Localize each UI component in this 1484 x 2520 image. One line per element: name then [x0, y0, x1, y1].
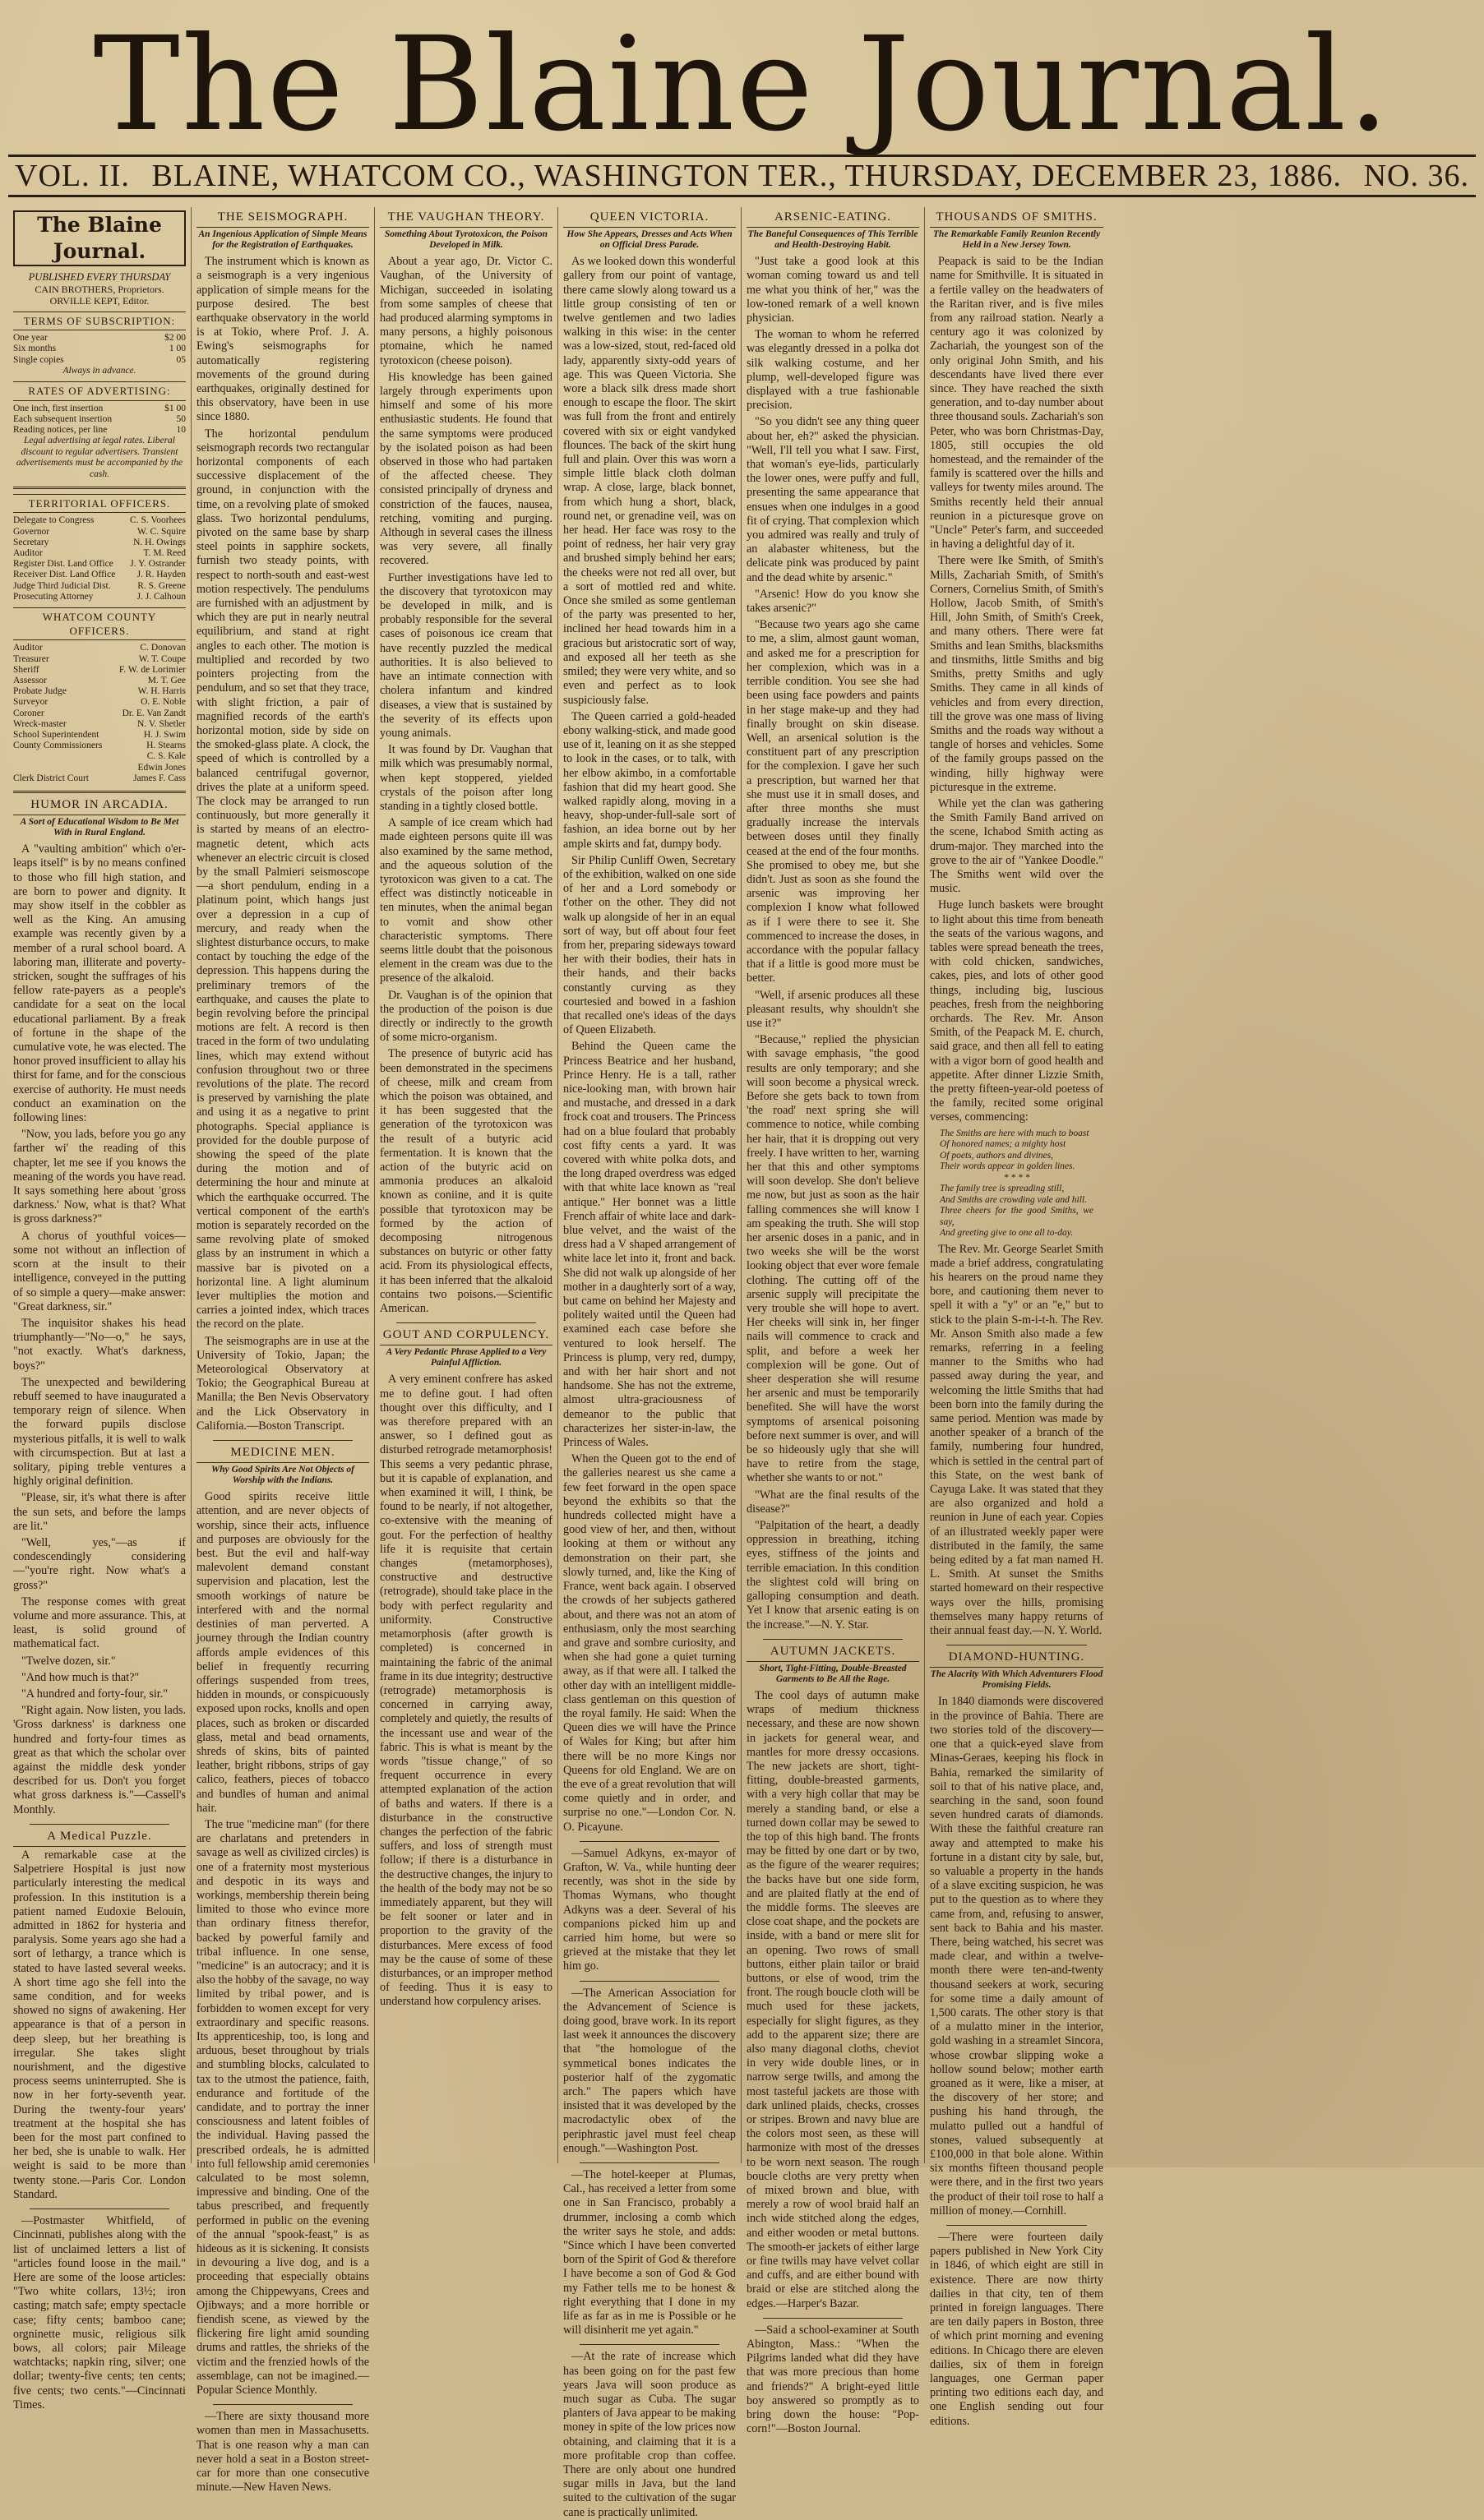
paragraph: Further investigations have led to the discovery that tyrotoxicon may be developed in milk, and is probably responsible for the several cases of poisonous ice cream that have recently puzzled the medical authorities. It is also believed to have an intimate connection with cholera infantum and kindred diseases, a view that is sustained by the severity of its effects upon young animals. — [380, 570, 552, 740]
table-row — [13, 654, 186, 665]
paragraph: The horizontal pendulum seismograph records two rectangular horizontal components of each successive displacement of the ground, in conjunction with the time, on a revolving plate of smoked glass. Two horizontal pendulums, pivoted on the same base by sharp steel points in sapphire sockets, furnish two steady points, with respect to north-south and east-west motion respectively. The pendulums are furnished with an adjustment by which they are put in nearly neutral equilibrium, and stand at right angles to each other. The motion is multiplied and recorded by two pointers projecting from the pendulum, and so set that they trace, with slight friction, a pair of magnified records of the earth's horizontal motion, side by side on the smoked-glass plate. A clock, the speed of which is controlled by a balanced centrifugal governor, drives the plate at a uniform speed. The clock may be arranged to run continuously, but more generally it is started by means of an electro-magnetic detent, which acts whenever an electric circuit is closed by the small Palmieri seismoscope—a short pendulum, ending in a platinum point, which hangs just over a depression in a cup of mercury, and ready when the slightest disturbance occurs, to make contact by touching the edge of the depression. This happens during the preliminary tremors of the earthquake, and causes the plate to begin revolving before the principal motions are felt. A record is then traced in the form of two undulating lines, which may extend without confusion throughout two or three revolutions of the plate. The record is preserved by varnishing the plate and using it as a negative to print photographs. Special appliance is provided for the double purpose of showing the speed of the plate during the motion and of determining the hour and minute at which the earthquake occurred. The vertical component of the earth's motion is separately recorded on the same revolving plate of smoked glass by an instrument in which a massive bar is pivoted on a horizontal line. A light aluminum lever multiplies the motion and carries a jointed index, which traces the record on the plate. — [196, 427, 369, 1332]
paragraph: The true "medicine man" (for there are charlatans and pretenders in savage as well as civilized circles) is one of a fraternity most mysterious and despotic in its ways and workings, membership therein being limited to those who evince more than ordinary fitness therefor, backed by powerful family and tribal influence. In one sense, "medicine" is an autocracy; and it is also the hobby of the savage, no way limited by tribal power, and is forbidden to women except for very extraordinary and specific reasons. Its apprenticeship, too, is long and arduous, beset throughout by trials and stumbling blocks, calculated to tax to the utmost the patience, faith, endurance and fortitude of the candidate, and to portray the inner consciousness and latent foibles of the individual. Having passed the prescribed ordeals, he is admitted into full fellowship amid ceremonies calculated to be most solemn, impressive and binding. One of the tabus prescribed, and frequently performed in public on the evening of the annual "spook-feast," is as hideous as it is sickening. It consists in devouring a live dog, and is a proceeding that especially obtains among the Chippewyans, Crees and Ojibways; and a more horrible or fiendish scene, as viewed by the flickering fire light amid sounding drums and rattles, the shrieks of the victim and the frenzied howls of the assemblage, can not be imagined.—Popular Science Monthly. — [196, 1817, 369, 2398]
divider — [580, 1981, 719, 1982]
article-title-puzzle: A Medical Puzzle. — [13, 1830, 186, 1847]
article-title-smiths: THOUSANDS OF SMITHS. — [930, 210, 1103, 228]
officer: J. Y. Ostrander — [130, 559, 186, 570]
divider — [763, 1639, 903, 1640]
editorial-box-title: The Blaine Journal. — [13, 210, 186, 266]
officer: H. J. Swim — [143, 729, 186, 740]
divider — [213, 1440, 353, 1441]
office: Assessor — [13, 675, 47, 685]
divider — [946, 2225, 1087, 2226]
article-subtitle-gout: A Very Pedantic Phrase Applied to a Very Painful Affliction. — [386, 1347, 547, 1368]
paragraph: A remarkable case at the Salpetriere Hospital is just now particularly interesting the medical profession. In this institution is a patient named Eudoxie Belouin, admitted in 1862 for hysteria and paralysis. Some years ago she had a sort of lethargy, a trance which is stated to have lasted several weeks. A short time ago she fell into the same condition, and for weeks showed no signs of awakening. Her appearance is that of a person in deep sleep, but her breathing is irregular. She takes slight nourishment, and the digestive process seems uninterrupted. She is now in her forty-seventh year. During the twenty-four years' treatment at the hospital she has been for the most part confined to her bed, she is unable to walk. Her weight is said to be more than twenty stone.—Paris Cor. London Standard. — [13, 1848, 186, 2201]
divider — [763, 2318, 903, 2319]
article-title-seismograph: THE SEISMOGRAPH. — [196, 210, 369, 228]
poem-line: Of poets, authors and divines, — [940, 1150, 1053, 1161]
paragraph: "A hundred and forty-four, sir." — [21, 1687, 169, 1701]
table-row — [13, 515, 186, 526]
article-body-puzzle — [13, 1848, 186, 2412]
paragraph: A very eminent confrere has asked me to define gout. I had often thought over this difficulty, and I was therefore prepared with an answer, so I defined gout as disturbed retrograde metamorphosis! This seems a very pedantic phrase, but it is capable of explanation, and when examined it will, I think, be found to be nearly, if not altogether, co-extensive with the meaning of gout. For the perfection of healthy life it is requisite that certain changes (metamorphoses), constructive and destructive (retrograde), should take place in the body with perfect regularity and uniformity. Constructive metamorphosis (after growth is completed) is concerned in maintaining the fabric of the animal frame in its due integrity; destructive (retrograde) metamorphosis is concerned in carrying away, completely and quietly, the results of the incessant use and wear of the fabric. This is what is meant by the words "tissue change," of so frequent occurrence in every attempted explanation of the action of baths and waters. If there is a disturbance in the constructive changes the perfection of the fabric suffers, and loss of strength must follow; if there is a disturbance in the destructive changes, the injury to the health of the body may not be so immediately apparent, but they will be felt sooner or later and in proportion to the gravity of the disturbances. Mere excess of food may be the cause of some of these disturbances, or an improper method of feeding. Thus it is easy to understand how corpulency arises. — [380, 1373, 552, 2009]
paragraph: It was found by Dr. Vaughan that milk which was presumably normal, when kept stoppered, yielded crystals of the poison after long standing in a tightly closed bottle. — [380, 743, 552, 813]
column-2 — [192, 207, 375, 2495]
column-3 — [375, 207, 558, 2163]
officer: H. Stearns — [146, 741, 186, 751]
proprietors-line: CAIN BROTHERS, Proprietors. — [35, 284, 164, 295]
office — [13, 763, 112, 773]
article-title-vaughan: THE VAUGHAN THEORY. — [380, 210, 552, 228]
office: Coroner — [13, 708, 44, 718]
office: Wreck-master — [13, 718, 67, 729]
issue-number: NO. 36. — [1363, 159, 1469, 193]
poem-line: The family tree is spreading still, — [940, 1184, 1065, 1194]
article-body-arsenic — [747, 255, 919, 1632]
paragraph: Sir Philip Cunliff Owen, Secretary of the exhibition, walked on one side of her and a Lord somebody or t'other on the other. They did not walk up alongside of her in an equal sort of way, but off about four feet from her, preparing sideways toward her with their bodies, their hats in their hands, and their backs constantly curving as they courtesied and bowed in a fashion that recalled one's ideas of the days of Queen Elizabeth. — [563, 853, 737, 1037]
subs-label: Single copies — [13, 354, 64, 365]
paragraph: Behind the Queen came the Princess Beatrice and her husband, Prince Henry. He is a tall, rather nice-looking man, with brown hair and mustache, and dressed in a dark frock coat and trousers. The Princess had on a blue foulard that probably cost fifty cents a yard. It was covered with white polka dots, and the long draped overdress was edged with that white lace known as "real antique." Her bonnet was a little French affair of white lace and dark-blue velvet, and the waist of the dress had a V shaped arrangement of white lace let into it, front and back. She did not walk up alongside of her mother in a daughterly sort of a way, but came on behind her Majesty and politely waited until the Queen had examined each case before she ventured to look herself. The Princess is plump, very red, dumpy, and with her hair short and not handsome. She has not the extreme, almost ultra-graciousness of demeanor to the public that characterizes her sister-in-law, the Princess of Wales. — [563, 1040, 736, 1450]
table-row — [13, 404, 186, 414]
table-row — [13, 425, 186, 436]
divider — [213, 2404, 353, 2405]
officer: James F. Cass — [133, 773, 186, 783]
office: Sheriff — [13, 664, 39, 675]
subs-price: $2 00 — [164, 333, 186, 344]
office: Auditor — [13, 547, 43, 558]
article-body-humor — [13, 842, 186, 1817]
article-body-vaughan — [380, 255, 552, 1316]
officer: N. H. Owings — [133, 537, 186, 547]
paragraph: "So you didn't see any thing queer about her, eh?" asked the physician. "Well, I'll tell you what I saw. First, that woman's eye-lids, particularly the lower ones, were puffy and full, presenting the same appearance that ensues when one indulges in a good fit of crying. That complexion which you admired was really and truly of an alabaster whiteness, but the delicate pink was produced by paint and the dead white by arsenic." — [747, 415, 919, 584]
poem — [940, 1128, 1093, 1239]
office: Register Dist. Land Office — [13, 559, 113, 570]
paragraph: —Postmaster Whitfield, of Cincinnati, publishes along with the list of unclaimed letters a list of "articles found loose in the mail." Here are some of the loose articles: "Two white collars, 13½; iron casting; match safe; empty spectacle case; fifty cents; bamboo cane; orgninette music, religious silk bows, all colors; pair Mileage watchtacks; napkin ring, silver; one dollar; twenty-five cents; ten cents; five cents; two cents."—Cincinnati Times. — [13, 2214, 186, 2412]
paragraph: The unexpected and bewildering rebuff seemed to have inaugurated a temporary reign of silence. When the forward pupils disclose mysterious pitfalls, it is well to walk with circumspection. But at last a solitary, piping treble ventures a highly original definition. — [13, 1375, 186, 1488]
article-title-queen-victoria: QUEEN VICTORIA. — [563, 210, 736, 228]
article-title-diamond-hunting: DIAMOND-HUNTING. — [930, 1650, 1103, 1668]
office: Surveyor — [13, 697, 49, 708]
dateline-text: BLAINE, WHATCOM CO., WASHINGTON TER., THURSDAY, DECEMBER 23, 1886. — [151, 159, 1342, 193]
table-row — [13, 763, 186, 773]
divider — [396, 1322, 536, 1323]
article-body-seismograph — [196, 255, 369, 1433]
paragraph: There were Ike Smith, of Smith's Mills, Zachariah Smith, of Smith's Corners, Cornelius Smith, of Smith's Hollow, Jacob Smith, of Smith's Hill, John Smith, of Smith's Creek, and many others. There were fat Smiths and lean Smiths, blacksmiths and tinsmiths, little Smiths and big Smiths, pretty Smiths and ugly Smiths. They came in all kinds of vehicles and from every direction, till the grove was one mass of living Smiths and the roads way without a tangle of horses and vehicles. Some of the family groups passed on the winding, hilly highway were picturesque in the extreme. — [930, 554, 1103, 794]
paragraph: The Queen carried a gold-headed ebony walking-stick, and made good use of it, leaning on it as she stepped to look in the cases, or to talk, with her elbow akimbo, in a comfortable fashion that did my heart good. She walked rapidly along, moving in a heavy, shop-under-full-sale sort of fashion, an idea borne out by her ample skirts and fat, dumpy body. — [563, 709, 736, 851]
table-row — [13, 686, 186, 697]
paragraph: As we looked down this wonderful gallery from our point of vantage, there came slowly along toward us a little group consisting of ten or twelve gentlemen and two ladies walking in this wise: in the center was a low-sized, stout, red-faced old lady, apparently sixty-odd years of age. This was Queen Victoria. She wore a black silk dress made short enough to escape the floor. The skirt was full from the front and entirely covered with six or eight vandyked flounces. The back of the skirt hung full and plain. Over this was worn a simple little black cloth dolman wrap. A close, large, black bonnet, from which hung a short, black, round net, or grenadine veil, was on her head. Her face was rosy to the point of redness, her hair very gray and brushed simply behind her ears; the cheeks were not red all over, but a sort of mottled red and white. Once she smiled as some gentleman of the party was presented to her, inclined her head towards him in a gracious but aristocratic sort of way, and exposed all her teeth as she smiled; they were very white, and so even and perfect as to look suspiciously false. — [563, 255, 736, 707]
article-subtitle-arsenic: The Baneful Consequences of This Terrible and Health-Destroying Habit. — [747, 229, 918, 251]
office: Clerk District Court — [13, 773, 89, 783]
table-row — [13, 570, 186, 580]
paragraph: "What are the final results of the disease?" — [747, 1488, 919, 1516]
paragraph: Dr. Vaughan is of the opinion that the production of the poison is due directly or indirectly to the growth of some micro-organism. — [380, 988, 552, 1045]
paragraph: In 1840 diamonds were discovered in the province of Bahia. There are two stories told of the discovery—one that a quick-eyed slave from Minas-Geraes, keeping his flock in Bahia, remarked the similarity of soil to that of his native place, and, searching in the sand, soon found seven hundred carats of diamonds. With these the faithful creature ran away and attempted to make his fortune in a distant city by sale, but, so valuable a property in the hands of a slave exciting suspicion, he was put to the question as to where they came from, and, refusing to answer, sent back to Bahia and his master. There, being watched, his secret was made clear, and within a twelve-month there were ten-and-twenty thousand seekers at work, securing for some time a daily amount of 1,500 carats. The other story is that of a mulatto miner in the interior, gold washing in a streamlet Sincora, whose crowbar slipping woke a hollow sound below; mother earth groaned as it were, like a miser, at the discovery of her store; and pushing his hand through, the mulatto pulled out a handful of stones, valued subsequently at £100,000 in that bole alone. Within six months fifteen thousand people were there, and in the first two years the product of their toil rose to half a million of money.—Cornhill. — [930, 1695, 1103, 2218]
officer: W. H. Harris — [137, 686, 186, 697]
office: Treasurer — [13, 653, 49, 664]
territorial-title: TERRITORIAL OFFICERS. — [13, 494, 186, 513]
office — [13, 751, 112, 762]
paragraph: "Please, sir, it's what there is after the sun sets, and before the lamps are lit." — [13, 1491, 186, 1533]
paragraph: "Because two years ago she came to me, a slim, almost gaunt woman, and asked me for a prescription for her complexion, which was in a terrible condition. You see she had been using face powders and paints in her stage make-up and they had finally brought on skin disease. Well, an arsenical solution is the constituent part of any prescription for the complexion. I gave her such a prescription, but warned her that she must use it in small doses, and after three months she must gradually increase the intervals between doses until they finally ceased at the end of the four months. She promised to obey me, but she didn't. Just as soon as she found the arsenic was improving her complexion I know what followed as if I were there to see it. She commenced to increase the doses, in accordance with the popular fallacy that if a little is good more must be better. — [747, 618, 919, 985]
table-row — [13, 697, 186, 708]
subs-label: Six months — [13, 344, 57, 354]
office: Probate Judge — [13, 686, 67, 697]
advertising-title: RATES OF ADVERTISING: — [13, 381, 186, 400]
table-row — [13, 676, 186, 686]
table-row — [13, 559, 186, 570]
column-4 — [558, 207, 742, 2519]
paragraph: When the Queen got to the end of the galleries nearest us she came a few feet forward in the open space beyond the exhibits so that the hundreds collected might have a good view of her, and then, without looking at them or without any demonstration on their part, she slowly turned, and, like the King of France, went back again. I observed the crowds of her subjects gathered about, and there was not an atom of enthusiasm, only the most searching and grave and sombre curiosity, and when she had gone a quiet turning away, as if that were all. I talked the other day with an intelligent middle-class gentleman on this question of the royal family. He said: When the Queen dies we will have the Prince of Wales for King; but after him there will be no more Kings nor Queens for old England. We are on the eve of a great revolution that will come quietly and in order, and surprise no one."—London Cor. N. O. Picayune. — [563, 1452, 736, 1834]
office: Receiver Dist. Land Office — [13, 570, 116, 580]
volume-label: VOL. II. — [15, 159, 130, 193]
paragraph: —The American Association for the Advancement of Science is doing good, brave work. In its report last week it announces the discovery that "the homologue of the symmetical bones indicates the posterior half of the zygomatic arch." The papers which have insisted that it was developed by the macrodactylic obex of the periphrastic javel must feel cheap enough."—Washington Post. — [563, 1986, 736, 2155]
article-title-humor: HUMOR IN ARCADIA. — [13, 798, 186, 815]
adv-price: $1 00 — [164, 403, 186, 413]
divider — [580, 2344, 719, 2345]
paragraph: Good spirits receive little attention, and are never objects of worship, since their acts, influence and purposes are obviously for the best. But the evil and half-way malevolent demand constant supervision and placation, lest the smooth workings of nature be interfered with and the normal destinies of man perverted. A journey through the Indian country affords ample evidences of this belief in frequently recurring offerings suspended from trees, hidden in mounds, or conspicuously exposed upon rocks, knolls and open places, such as broken or discarded glass, metal and bead ornaments, shreds of skins, bits of painted leather, bright ribbons, strips of gay calico, feathers, pieces of tobacco and bundles of human and animal hair. — [196, 1490, 369, 1815]
paragraph: "Well, if arsenic produces all these pleasant results, why shouldn't she use it?" — [747, 988, 919, 1030]
subscription-note: Always in advance. — [62, 365, 136, 376]
adv-label: Reading notices, per line — [13, 424, 108, 435]
officer: C. Donovan — [140, 643, 186, 653]
officer: T. M. Reed — [143, 547, 186, 558]
officer: J. J. Calhoun — [136, 591, 186, 602]
article-subtitle-vaughan: Something About Tyrotoxicon, the Poison Developed in Milk. — [384, 229, 548, 251]
article-title-arsenic: ARSENIC-EATING. — [747, 210, 919, 228]
poem-line: Their words appear in golden lines. — [940, 1161, 1075, 1172]
table-row — [13, 751, 186, 762]
article-subtitle-seismograph: An Ingenious Application of Simple Means for the Registration of Earthquakes. — [198, 229, 368, 251]
county-title: WHATCOM COUNTY OFFICERS. — [13, 607, 186, 640]
adv-price: 50 — [176, 413, 186, 424]
office: County Commissioners — [13, 741, 103, 751]
poem-line: Of honored names; a mighty host — [940, 1139, 1066, 1150]
article-body-gout — [380, 1373, 552, 2009]
office: Secretary — [13, 537, 49, 547]
divider — [13, 487, 186, 489]
article-subtitle-queen-victoria: How She Appears, Dresses and Acts When on Official Dress Parade. — [566, 229, 733, 251]
table-row — [13, 333, 186, 344]
paragraph: The cool days of autumn make wraps of medium thickness necessary, and these are now shown in jackets for general wear, and mantles for more dressy occasions. The new jackets are short, tight-fitting, double-breasted garments, with a very high collar that may be merely a standing band, or else a turned down collar may be sewed to the top of this high band. The fronts may be fitted by one dart or by two, as the figure of the wearer requires; the backs have but one side form, and are plaited flatly at the end of the middle forms. The sleeves are close coat shape, and the pockets are inside, with a band or mere slit for an opening. Two rows of small buttons, either plain tailor or braid buttons, or else of wood, trim the front. The rough boucle cloth will be much used for these jackets, especially for slight figures, as they add to the apparent size; there are also many diagonal cloths, cheviot in very wide double lines, or in narrow serge twills, and among the most tasteful jackets are those with dark unlined plaids, checks, crosses or stripes. Brown and navy blue are the colors most seen, as these will harmonize with most of the dresses to be worn next season. The rough boucle cloths are very pretty when of mixed brown and blue, with merely a row of wool braid half an inch wide stitched along the edges, and either wooden or metal buttons. The smooth-er jackets of either large or fine twills may have velvet collar and cuffs, and are either bound with braid or else are stitched along the edges.—Harper's Bazar. — [747, 1688, 919, 2310]
officer: R. S. Greene — [137, 580, 186, 591]
table-row — [13, 643, 186, 653]
paragraph: The response comes with great volume and more assurance. This, at least, is solid ground of mathematical fact. — [13, 1595, 186, 1651]
subs-price: 1 00 — [169, 344, 186, 354]
column-1 — [8, 207, 192, 2412]
paragraph: "Right again. Now listen, you lads. 'Gross darkness' is darkness one hundred and forty-four times as great as that which the scholar over against the middle desk yonder described for us. Don't you forget what gross darkness is."—Cassell's Monthly. — [13, 1704, 186, 1816]
table-row — [13, 708, 186, 719]
table-row — [13, 355, 186, 366]
officer: Dr. E. Van Zandt — [122, 708, 186, 718]
subs-price: 05 — [176, 354, 186, 365]
officer: C. S. Kale — [146, 751, 186, 762]
column-6 — [925, 207, 1108, 2428]
officer: Edwin Jones — [137, 762, 186, 773]
column-5 — [742, 207, 925, 2436]
paragraph: —There are sixty thousand more women than men in Massachusetts. That is one reason why a man can never hold a seat in a Boston street-car for more than one consecutive minute.—New Haven News. — [196, 2410, 369, 2495]
paragraph: The Rev. Mr. George Searlet Smith made a brief address, congratulating his hearers on the proud name they bore, and cautioning them never to spell it with a "y" or an "e," but to stick to the plain S-m-i-t-h. The Rev. Mr. Anson Smith also made a few remarks, referring in a feeling manner to the Smiths who had passed away during the year, and welcoming the little Smiths that had been born into the family during the same period. Mention was made by another speaker of a branch of the family, numbering four hundred, which is settled in the central part of this State, on the west bank of Cayuga Lake. It was stated that they are also organized and hold a reunion in June of each year. Copies of an illustrated weekly paper were distributed in the family, the same being edited by a fat man named H. L. Smith. At sunset the Smiths started homeward on their respective ways over the hills, promising themselves many happy returns of their annual feast day.—N. Y. World. — [930, 1242, 1103, 1638]
paragraph: The presence of butyric acid has been demonstrated in the specimens of cheese, milk and cream from which the poison was obtained, and it has been suggested that the generation of the tyrotoxicon was the result of a butyric acid fermentation. It is known that the action of the butyric acid on ammonia produces an alkaloid known as coniine, and it is quite possible that tyrotoxicon may be formed by the action of decomposing nitrogenous substances on butyric or other fatty acid. From its physiological effects, it has been inferred that the alkaloid contains two poisons.—Scientific American. — [380, 1047, 552, 1316]
officer: O. E. Noble — [141, 697, 186, 708]
county-table — [13, 643, 186, 784]
paragraph: The instrument which is known as a seismograph is a very ingenious application of simple means for the purpose desired. The best earthquake observatory in the world is at Tokio, where Prof. J. A. Ewing's seismographs for automatically registering movements of the ground during earthquakes, originally destined for this observatory, have been in use since 1880. — [196, 255, 369, 424]
table-row — [13, 773, 186, 784]
paragraph: A sample of ice cream which had made eighteen persons quite ill was also examined by the same method, and the aqueous solution of the tyrotoxicon was given to a cat. The effect was distinctly noticeable in ten minutes, when the animal began to vomit and show other characteristic symptoms. There seems little doubt that the poisonous element in the cream was due to the presence of the alkaloid. — [380, 816, 552, 985]
officer: J. R. Hayden — [136, 570, 186, 580]
divider — [580, 1841, 719, 1842]
table-row — [13, 581, 186, 592]
table-row — [13, 538, 186, 548]
article-subtitle-autumn-jackets: Short, Tight-Fitting, Double-Breasted Garments to Be All the Rage. — [759, 1663, 907, 1684]
newspaper-title: The Blaine Journal. — [93, 9, 1391, 160]
paragraph: "Twelve dozen, sir." — [21, 1654, 116, 1668]
article-body-autumn-jackets — [747, 1689, 919, 2437]
officer: F. W. de Lorimier — [118, 664, 186, 675]
paragraph: A chorus of youthful voices—some not without an inflection of scorn at the insult to their intelligence, conveyed in the putting of so simple a query—make answer: "Great darkness, sir." — [13, 1229, 186, 1313]
paragraph: Huge lunch baskets were brought to light about this time from beneath the seats of the various wagons, and tables were spread beneath the trees, with cold chicken, sandwiches, cakes, pies, and lots of other good things, including big, luscious peaches, fresh from the neighboring orchards. The Rev. Mr. Anson Smith, of the Peapack M. E. church, said grace, and then all fell to eating with a vigor born of good health and appetite. After dinner Lizzie Smith, the pretty fifteen-year-old poetess of the family, recited some original verses, commencing: — [930, 898, 1103, 1124]
paragraph: "Arsenic! How do you know she takes arsenic?" — [747, 587, 919, 616]
table-row — [13, 548, 186, 559]
table-row — [13, 665, 186, 676]
office: Governor — [13, 526, 50, 537]
paragraph: About a year ago, Dr. Victor C. Vaughan, of the University of Michigan, succeeded in isolating from some samples of cheese that had produced alarming symptoms in many persons, a highly poisonous ptomaine, which he named tyrotoxicon (cheese poison). — [380, 255, 552, 367]
poem-line: And Smiths are crowding vale and hill. — [940, 1194, 1087, 1205]
officer: W. C. Squire — [137, 526, 186, 537]
table-row — [13, 592, 186, 602]
paragraph: While yet the clan was gathering the Smith Family Band arrived on the scene, Ichabod Smith acting as drum-major. They marched into the grove to the air of "Yankee Doodle." The Smiths went wild over the music. — [930, 796, 1103, 896]
article-body-queen-victoria — [563, 255, 736, 2520]
subscription-title: TERMS OF SUBSCRIPTION: — [13, 312, 186, 330]
divider — [30, 2208, 169, 2209]
table-row — [13, 741, 186, 751]
poem-line: Three cheers for the good Smiths, we say, — [940, 1206, 1093, 1227]
article-body-medicine-men — [196, 1490, 369, 2495]
paragraph: The woman to whom he referred was elegantly dressed in a polka dot silk walking costume, and her plump, well-developed figure was displayed with a true fashionable precision. — [747, 328, 919, 413]
paragraph: —At the rate of increase which has been going on for the past few years Java will soon produce as much sugar as Cuba. The sugar planters of Java appear to be making money in spite of the low prices now obtaining, and claiming that it is a more profitable crop than coffee. There are only about one hundred sugar mills in Java, but the land suited to the cultivation of the sugar cane is practically unlimited. — [563, 2350, 737, 2519]
paragraph: A "vaulting ambition" which o'er-leaps itself" is by no means confined to those who fill high station, and are born to power and dignity. It may show itself in the cobbler as well as the King. An amusing example was recently given by a member of a rural school board. A laboring man, illiterate and poverty-stricken, sought the suffrages of his fellow rate-payers as a people's candidate for a seat on the local educational parliament. By a freak of fortune in the shape of the cumulative vote, he was elected. The honor proved insufficient to allay his thirst for fame, and for the conscious exercise of authority. He must needs conduct an examination on the following lines: — [13, 842, 186, 1125]
poem-line: And greeting give to one all to-day. — [940, 1228, 1074, 1239]
adv-price: 10 — [176, 424, 186, 435]
editor-line: ORVILLE KEPT, Editor. — [49, 295, 150, 307]
paragraph: —Said a school-examiner at South Abington, Mass.: "When the Pilgrims landed what did they have that was more precious than home and friends?" A bright-eyed little boy answered so promptly as to bring down the house: "Pop-corn!"—Boston Journal. — [747, 2323, 919, 2436]
article-body-diamond-hunting — [930, 1695, 1103, 2428]
paragraph: "And how much is that?" — [21, 1670, 140, 1684]
advertising-table — [13, 404, 186, 436]
office: Judge Third Judicial Dist. — [13, 580, 111, 591]
officer: M. T. Gee — [147, 675, 186, 685]
officer: N. V. Shetler — [137, 718, 186, 729]
poem-line: * * * * — [1003, 1172, 1030, 1183]
article-subtitle-medicine-men: Why Good Spirits Are Not Objects of Worship with the Indians. — [211, 1465, 354, 1486]
article-subtitle-humor: A Sort of Educational Wisdom to Be Met With in Rural England. — [20, 817, 179, 838]
advertising-note: Legal advertising at legal rates. Liberal discount to regular advertisers. Transient advertisements must be accompanied by the cash. — [16, 436, 183, 479]
paragraph: "Now, you lads, before you go any farther wi' the reading of this chapter, let me see if you knows the meaning of the words you have read. It says something here about 'gross darkness.' Now, what is that? What is gross darkness?" — [13, 1128, 186, 1226]
paragraph: —There were fourteen daily papers published in New York City in 1846, of which eight are still in existence. There are now thirty dailies in that city, ten of them printed in foreign languages. There are ten daily papers in Boston, three of which print morning and evening editions. In Chicago there are eleven dailies, six of them in foreign languages, one German paper printing two editions each day, and one English sending out four editions. — [930, 2231, 1103, 2428]
paragraph: —The hotel-keeper at Plumas, Cal., has received a letter from some one in San Francisco, probably a drummer, inclosing a comb which the writer says he stole, and adds: "Since which I have been converted born of the Spirit of God & therefore I have become a son of God & God my Father tells me to be honest & right everything that I done in my life as far as in me is Possible or he will disinherit me yet again." — [563, 2168, 736, 2338]
table-row — [13, 344, 186, 354]
article-subtitle-smiths: The Remarkable Family Reunion Recently Held in a New Jersey Town. — [932, 229, 1101, 251]
subscription-table — [13, 333, 186, 366]
officer: W. T. Coupe — [138, 653, 186, 664]
table-row — [13, 719, 186, 730]
article-title-autumn-jackets: AUTUMN JACKETS. — [747, 1645, 919, 1662]
table-row — [13, 730, 186, 741]
dateline-bar — [8, 155, 1476, 197]
paragraph: The seismographs are in use at the University of Tokio, Japan; the Meteorological Observatory at Tokio; the Geographical Bureau at Manilla; the Ben Nevis Observatory and the Lick Observatory in California.—Boston Transcript. — [196, 1334, 369, 1433]
article-body-smiths — [930, 255, 1103, 1638]
office: Auditor — [13, 643, 43, 653]
paragraph: "Because," replied the physician with savage emphasis, "the good results are only temporary; and she will soon become a physical wreck. Before she gets back to town from 'the road' next spring she will commence to notice, while combing her hair, that it is dropping out very freely. I have written to her, warning her that this and other symptoms will soon develop. She don't believe me now, but just as soon as the hair falling commences she will know I am speaking the truth. She will stop her arsenic doses in a panic, and in two weeks she will be the worst looking object that ever wore female clothing. The cutting off of the arsenic supply will precipitate the very trouble she will hope to avert. Her cheeks will sink in, her finger nails will commence to crack and split, and before a week her complexion will be gone. Out of sheer desperation she will resume her arsenic and must be temporarily benefited. She will have the worst symptoms of arsenical poisoning before next summer is over, and will be so hideously ugly that she will have to retire from the stage, whether she wants to or not." — [747, 1033, 919, 1485]
divider — [580, 2162, 719, 2163]
adv-label: Each subsequent insertion — [13, 413, 113, 424]
poem-line: The Smiths are here with much to boast — [940, 1128, 1089, 1138]
article-title-medicine-men: MEDICINE MEN. — [196, 1446, 369, 1463]
divider — [13, 791, 186, 793]
paragraph: —Samuel Adkyns, ex-mayor of Grafton, W. Va., while hunting deer recently, was shot in the side by Thomas Wymans, who thought Adkyns was a deer. Several of his companions picked him up and carried him home, but were so grieved at the mistake that they let him go. — [563, 1846, 736, 1973]
paragraph: Peapack is said to be the Indian name for Smithville. It is situated in a fertile valley on the headwaters of the Raritan river, and is five miles from any railroad station. Nearly a century ago it was colonized by Zachariah, the youngest son of the only original John Smith, and his descendants have lived there ever since. They have reached the sixth generation, and to-day number about three thousand souls. Zachariah's son Peter, who was born Christmas-Day, 1805, still occupies the old homestead, and the remainder of the family is scattered over the hills and valleys for twenty miles around. The Smiths recently held their annual reunion in a picturesque grove on "Uncle" Peter's farm, and succeeded in having a delightful day of it. — [930, 255, 1103, 552]
paragraph: "Palpitation of the heart, a deadly oppression in breathing, itching eyes, stiffness of the joints and terrible emaciation. In this condition the slightest cold will bring on galloping consumption and death. Yet I know that arsenic eating is on the increase."—N. Y. Star. — [747, 1519, 919, 1632]
divider — [30, 1824, 169, 1825]
columns — [8, 207, 1476, 2519]
paragraph: The inquisitor shakes his head triumphantly—"No—o," he says, "not exactly. What's darkness, boys?" — [13, 1316, 186, 1373]
paragraph: "Just take a good look at this woman coming toward us and tell me what you think of her," was the low-toned remark of a well known physician. — [747, 255, 919, 325]
subs-label: One year — [13, 333, 48, 344]
published-line: PUBLISHED EVERY THURSDAY — [28, 271, 171, 283]
article-subtitle-diamond-hunting: The Alacrity With Which Adventurers Flood Promising Fields. — [930, 1669, 1103, 1691]
table-row — [13, 527, 186, 538]
paragraph: "Well, yes,"—as if condescendingly considering—"you're right. Now what's a gross?" — [13, 1535, 186, 1592]
adv-label: One inch, first insertion — [13, 403, 104, 413]
officer: C. S. Voorhees — [130, 515, 186, 526]
office: Prosecuting Attorney — [13, 591, 94, 602]
office: School Superintendent — [13, 729, 99, 740]
article-title-gout: GOUT AND CORPULENCY. — [380, 1328, 552, 1345]
table-row — [13, 414, 186, 425]
office: Delegate to Congress — [13, 515, 95, 526]
masthead — [0, 0, 1484, 160]
paragraph: His knowledge has been gained largely through experiments upon himself and some of his more enthusiastic students. He found that the same symptoms were produced by the isolated poison as had been observed in those who had partaken of the affected cheese. They consisted principally of dryness and constriction of the fauces, nausea, retching, vomiting and purging. Although in several cases the illness was very severe, all finally recovered. — [380, 370, 552, 568]
territorial-table — [13, 515, 186, 602]
